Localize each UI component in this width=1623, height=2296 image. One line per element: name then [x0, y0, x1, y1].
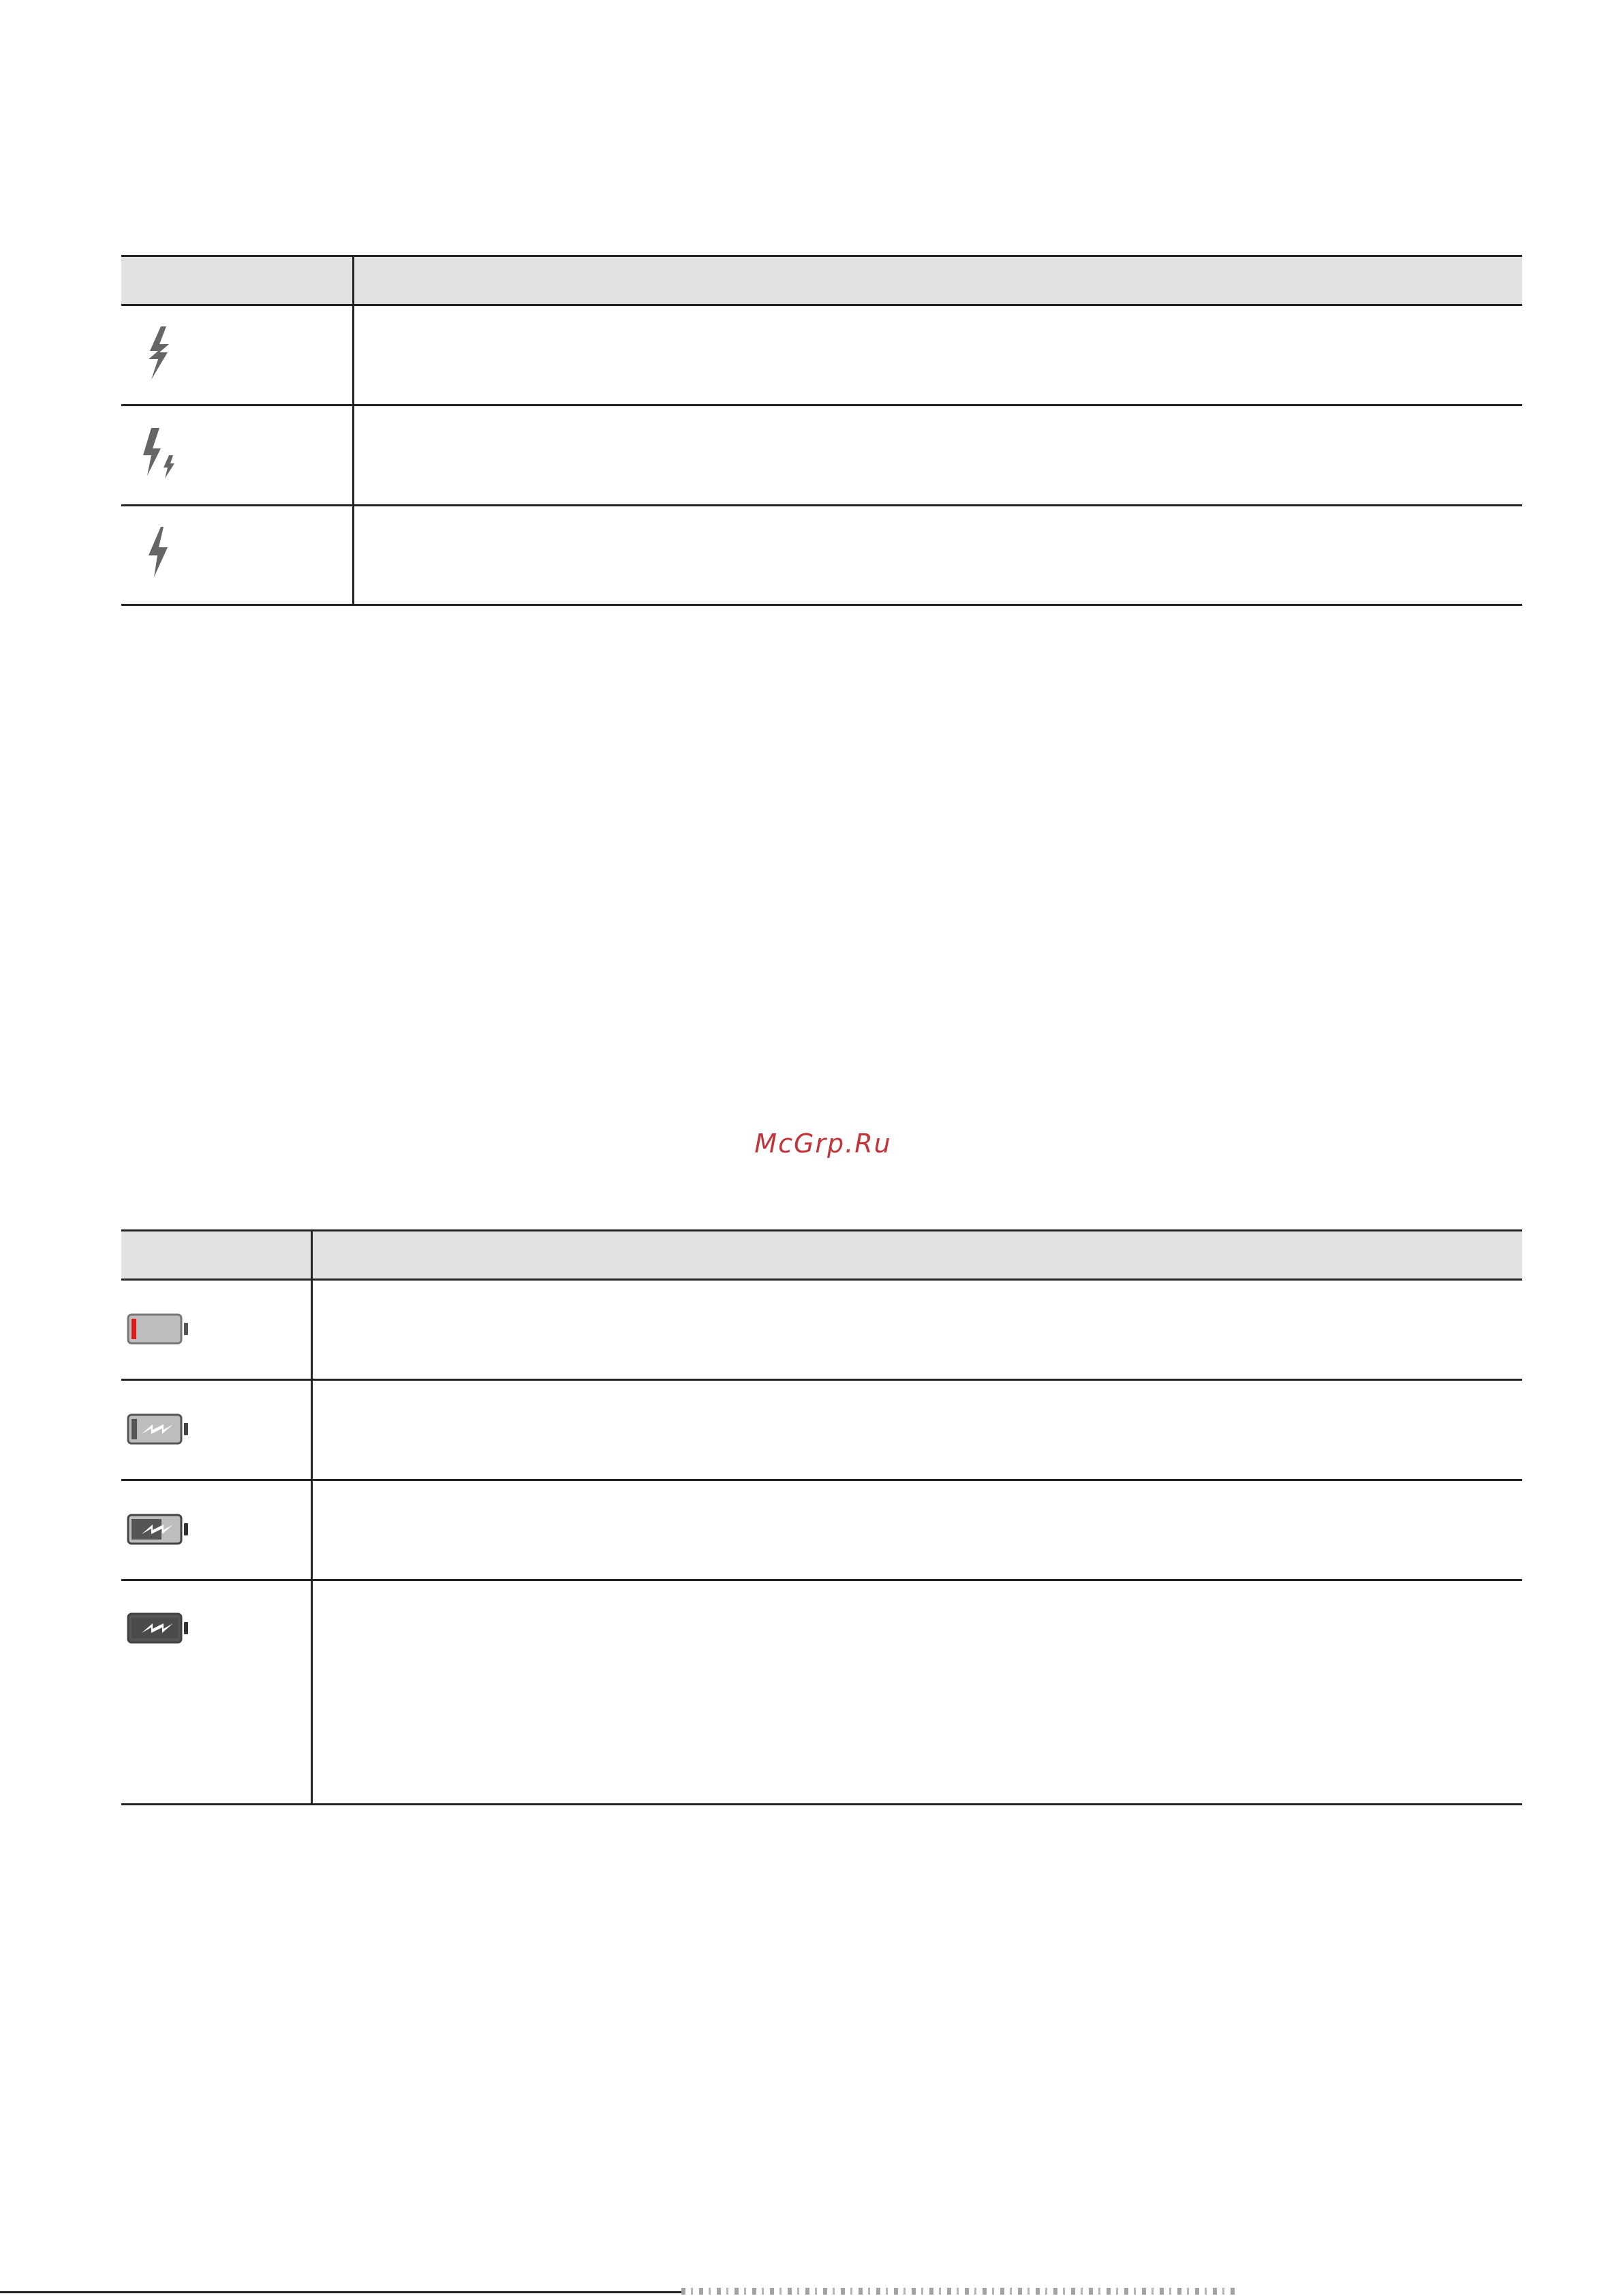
- watermark-text: McGrp.Ru: [754, 1129, 892, 1159]
- footer-faint-text: [681, 2288, 1240, 2295]
- table-row: [121, 506, 1522, 605]
- battery-header-icon-col: [121, 1231, 311, 1280]
- flash-row-description: [353, 405, 1522, 506]
- battery-row-description: [311, 1480, 1522, 1580]
- battery-charging-full-icon: [121, 1581, 311, 1647]
- table-row: [121, 1480, 1522, 1580]
- battery-row-icon-cell: [121, 1380, 311, 1480]
- battery-icons-table: [121, 1229, 1522, 1805]
- battery-row-icon-cell: [121, 1280, 311, 1380]
- flash-row-description: [353, 506, 1522, 605]
- flash-red-eye-icon: [121, 406, 352, 481]
- flash-row-icon-cell: [121, 305, 353, 405]
- battery-row-description: [311, 1280, 1522, 1380]
- battery-table-header: [121, 1231, 1522, 1280]
- battery-row-icon-cell: [121, 1580, 311, 1805]
- table-row: [121, 1280, 1522, 1380]
- flash-on-icon: [121, 506, 352, 580]
- table-row: [121, 405, 1522, 506]
- table-row: [121, 1380, 1522, 1480]
- battery-row-icon-cell: [121, 1480, 311, 1580]
- battery-row-description: [311, 1580, 1522, 1805]
- flash-auto-icon: [121, 306, 352, 382]
- battery-row-description: [311, 1380, 1522, 1480]
- flash-icons-table: [121, 255, 1522, 606]
- battery-charging-low-icon: [121, 1381, 311, 1448]
- battery-charging-mid-icon: [121, 1481, 311, 1548]
- flash-row-icon-cell: [121, 405, 353, 506]
- footer-rule: [0, 2291, 681, 2293]
- table-row: [121, 305, 1522, 405]
- flash-table-header: [121, 256, 1522, 305]
- flash-row-icon-cell: [121, 506, 353, 605]
- flash-row-description: [353, 305, 1522, 405]
- flash-header-icon-col: [121, 256, 353, 305]
- table-row: [121, 1580, 1522, 1805]
- battery-low-icon: [121, 1281, 311, 1347]
- battery-header-desc-col: [311, 1231, 1522, 1280]
- flash-header-desc-col: [353, 256, 1522, 305]
